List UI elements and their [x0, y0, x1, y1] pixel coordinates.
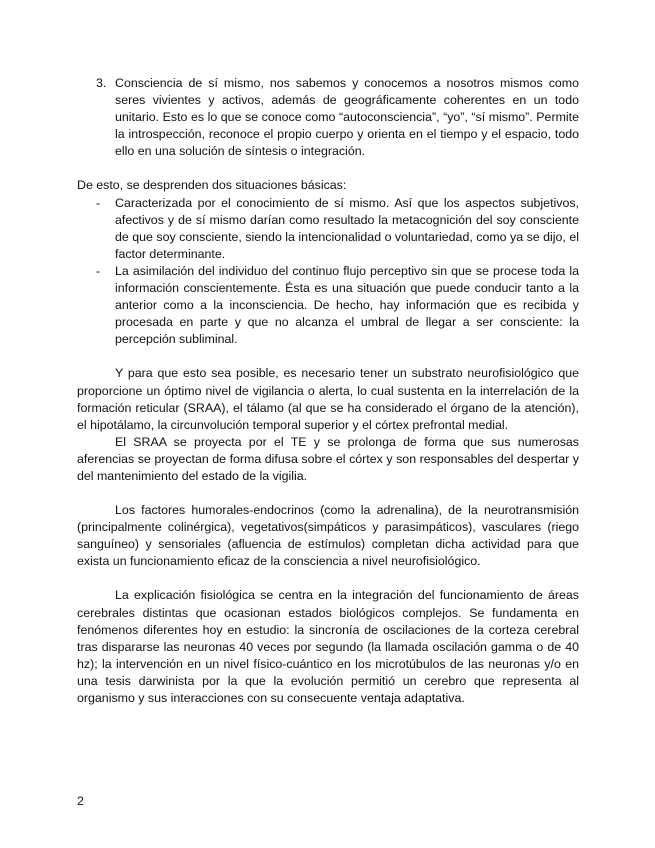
- dash-marker: -: [96, 263, 101, 278]
- page-number: 2: [77, 794, 84, 808]
- paragraph-substrate: Y para que esto sea posible, es necesario tener un substrato neurofisiológico que proporcione un óptimo nivel de vigilancia o alerta, lo cual sustenta en la interrelación de la formación reticular (SRAA), el tálamo (al que se ha considerado el órgano de la atención), el hipotálamo, la circunvolución temporal superior y el córtex prefrontal medial.: [77, 366, 579, 432]
- paragraph-physiology: La explicación fisiológica se centra en la integración del funcionamiento de áreas cerebrales distintas que ocasionan estados biológicos complejos. Se fundamenta en fenómenos diferentes hoy en estudio: la sincronía de oscilaciones de la corteza cerebral tras dispararse las neuronas 40 veces por segundo (la llamada oscilación gamma o de 40 hz); la intervención en un nivel físico-cuántico en los microtúbulos de las neuronas y/o en una tesis darwinista por la que la evolución permitió un cerebro que representa al organismo y sus interacciones con su consecuente ventaja adaptativa.: [77, 588, 579, 705]
- list-item: [77, 263, 579, 348]
- intro-line: De esto, se desprenden dos situaciones básicas:: [77, 178, 347, 193]
- list-item: [77, 195, 579, 263]
- list-item-text: Consciencia de sí mismo, nos sabemos y conocemos a nosotros mismos como seres vivientes y activos, además de geográficamente coherentes en un todo unitario. Esto es lo que se conoce como “autoconsciencia”, “yo”, “sí mismo”. Permite la introspección, reconoce el propio cuerpo y orienta en el tiempo y el espacio, todo ello en una solución de síntesis o integración.: [115, 76, 579, 159]
- dash-marker: -: [96, 195, 101, 210]
- paragraph-factors: Los factores humorales-endocrinos (como la adrenalina), de la neurotransmisión (principalmente colinérgica), vegetativos(simpáticos y parasimpáticos), vasculares (riego sanguíneo) y sensoriales (afluencia de estímulos) completan dicha actividad para que exista un funcionamiento eficaz de la consciencia a nivel neurofisiológico.: [77, 503, 579, 569]
- list-number: 3.: [96, 76, 107, 90]
- paragraph-sraa: El SRAA se proyecta por el TE y se prolonga de forma que sus numerosas aferencias se proyectan de forma difusa sobre el córtex y son responsables del despertar y del mantenimiento del estado de la vigilia.: [77, 434, 579, 483]
- page-content: [77, 75, 579, 707]
- list-item-text: Caracterizada por el conocimiento de sí mismo. Así que los aspectos subjetivos, afectivos y de sí mismo darían como resultado la metacognición del soy consciente de que soy consciente, siendo la intencionalidad o voluntariedad, como ya se dijo, el factor determinante.: [115, 195, 579, 261]
- list-item-text: La asimilación del individuo del continuo flujo perceptivo sin que se procese toda la información conscientemente. Ésta es una situación que puede conducir tanto a la anterior como a la inconsciencia. De hecho, hay información que es recibida y procesada en parte y que no alcanza el umbral de llegar a ser consciente: la percepción subliminal.: [115, 263, 579, 347]
- numbered-item-3: [77, 75, 579, 160]
- dash-list: [77, 195, 579, 349]
